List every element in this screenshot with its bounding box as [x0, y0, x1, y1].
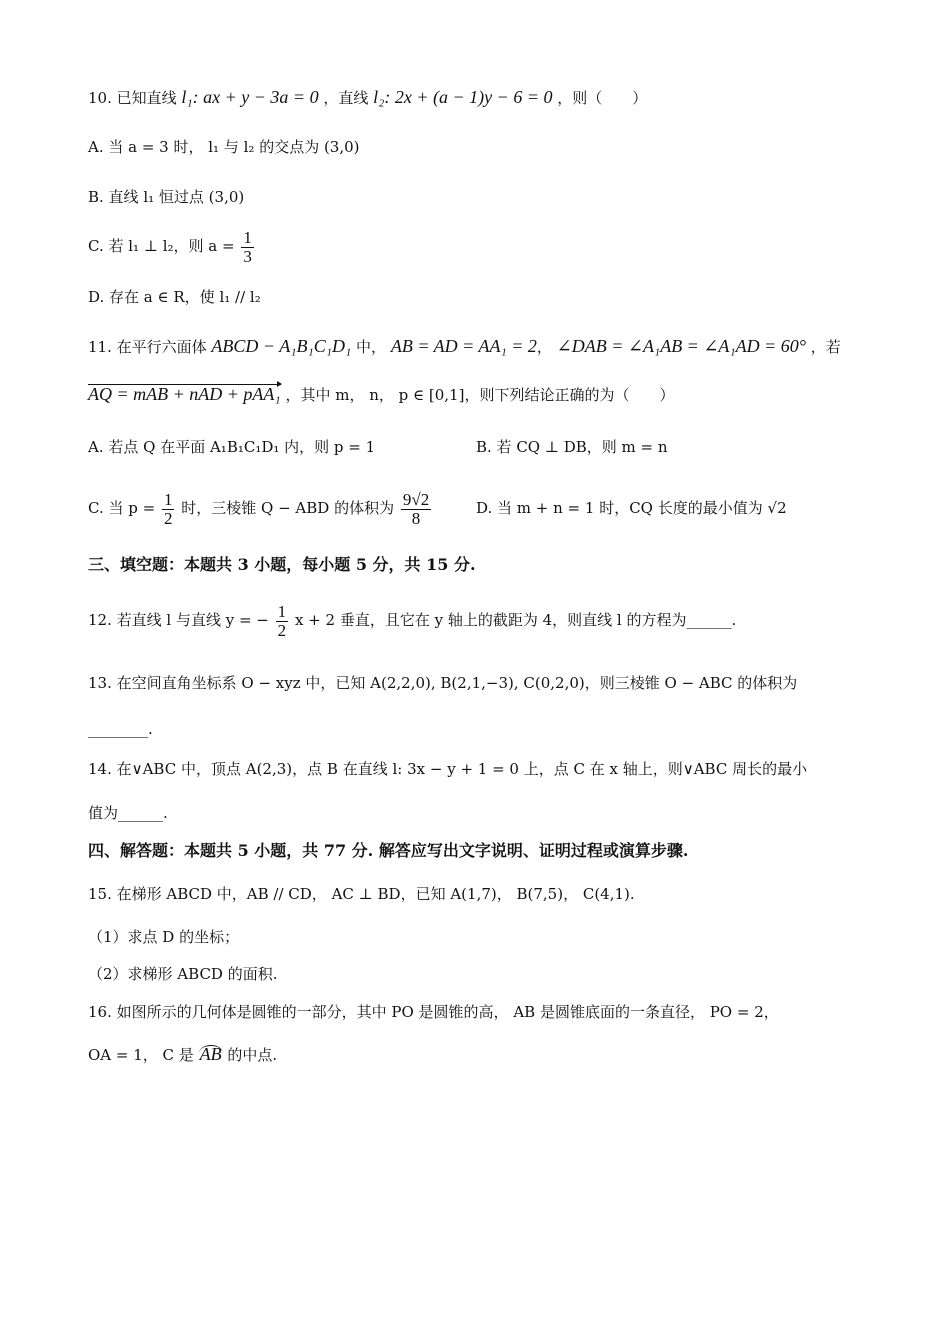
q12 [88, 600, 736, 640]
q12-post: x + 2 垂直，且它在 y 轴上的截距为 4，则直线 l 的方程为______. [294, 611, 737, 629]
q16-line2 [88, 1044, 277, 1066]
fraction-denominator: 2 [163, 508, 173, 528]
q11-solid-name: ABCD − A₁B₁C₁D₁ [211, 336, 352, 356]
q11-option-a: A. 若点 Q 在平面 A₁B₁C₁D₁ 内，则 p = 1 [88, 438, 376, 456]
fraction-numerator: 1 [277, 601, 287, 621]
q11-option-d: D. 当 m + n = 1 时，CQ 长度的最小值为 √2 [476, 499, 787, 517]
q10-option-a: A. 当 a = 3 时， l₁ 与 l₂ 的交点为 (3,0) [88, 138, 360, 156]
q16-line2-post: 的中点. [227, 1046, 278, 1064]
q10-option-d: D. 存在 a ∈ R，使 l₁ // l₂ [88, 288, 261, 306]
q16-arc-ab: AB [199, 1044, 222, 1064]
q11-option-c-mid: 时，三棱锥 Q − ABD 的体积为 [181, 499, 395, 517]
q16-line2-pre: OA = 1， C 是 [88, 1046, 194, 1064]
q10-stem-post: ，则（ ） [557, 89, 648, 107]
q11-option-c-volume-fraction [401, 491, 431, 528]
q10-option-b: B. 直线 l₁ 恒过点 (3,0) [88, 188, 245, 206]
q11-option-c-pre: C. 当 p = [88, 499, 156, 517]
section-4-heading: 四、解答题：本题共 5 小题，共 77 分. 解答应写出文字说明、证明过程或演算步骤. [88, 841, 689, 860]
fraction-denominator: 2 [277, 620, 287, 640]
fraction-denominator: 8 [411, 508, 421, 528]
q15-stem: 15. 在梯形 ABCD 中，AB // CD， AC ⊥ BD，已知 A(1,7)， B(7,5)， C(4,1). [88, 885, 635, 903]
q11-stem-pre: 11. 在平行六面体 [88, 338, 207, 356]
fraction-numerator: 9√2 [402, 489, 430, 509]
q12-fraction [276, 603, 289, 640]
q12-pre: 12. 若直线 l 与直线 y = − [88, 611, 269, 629]
q10-l2-equation: l₂: 2x + (a − 1)y − 6 = 0 [373, 87, 553, 107]
q10-stem-mid: ，直线 [323, 89, 369, 107]
q11-angles: ∠DAB = ∠A₁AB = ∠A₁AD = 60° [556, 336, 807, 356]
q11-stem2-post: ，其中 m， n， p ∈ [0,1]，则下列结论正确的为（ ） [285, 386, 675, 404]
section-3-heading: 三、填空题：本题共 3 小题，每小题 5 分，共 15 分. [88, 555, 476, 574]
q14-line1: 14. 在∨ABC 中，顶点 A(2,3)，点 B 在直线 l: 3x − y + 1 = 0 上，点 C 在 x 轴上，则∨ABC 周长的最小 [88, 760, 808, 778]
q14-line2: 值为______. [88, 804, 168, 822]
q11-vector-equation: AQ = mAB + nAD + pAA₁ [88, 384, 281, 404]
fraction-denominator: 3 [243, 246, 252, 266]
q10-option-c-fraction [241, 229, 254, 266]
fraction-numerator: 1 [163, 489, 173, 509]
q16-line1: 16. 如图所示的几何体是圆锥的一部分，其中 PO 是圆锥的高， AB 是圆锥底面的一条直径， PO = 2， [88, 1003, 779, 1021]
q10-stem [88, 86, 647, 109]
q11-stem-line1: 11. 在平行六面体 ABCD − A₁B₁C₁D₁ 中， AB = AD = AA₁ = 2， ∠DAB = ∠A₁AB = ∠A₁AD = 60° ，若 [88, 336, 841, 356]
q11-stem-post: ，若 [810, 338, 841, 356]
q15-part1: （1）求点 D 的坐标； [88, 928, 240, 946]
q11-option-b: B. 若 CQ ⊥ DB，则 m = n [476, 438, 668, 456]
fraction-numerator: 1 [243, 227, 252, 247]
q13-answer-blank: ________. [88, 720, 153, 738]
q10-option-c-text: C. 若 l₁ ⊥ l₂，则 a = [88, 237, 235, 255]
q11-stem-line2 [88, 384, 674, 406]
q11-option-c-p-fraction [162, 491, 175, 528]
q11-edge-lengths: AB = AD = AA₁ = 2 [390, 336, 537, 356]
q11-stem-mid: 中， [356, 338, 387, 356]
q10-option-c [88, 226, 256, 266]
q11-option-c [88, 488, 433, 528]
q13-line1: 13. 在空间直角坐标系 O − xyz 中，已知 A(2,2,0), B(2,1,−3), C(0,2,0)，则三棱锥 O − ABC 的体积为 [88, 674, 798, 692]
q10-l1-equation: l₁: ax + y − 3a = 0 [181, 87, 319, 107]
q10-stem-pre: 10. 已知直线 [88, 89, 177, 107]
q15-part2: （2）求梯形 ABCD 的面积. [88, 965, 278, 983]
